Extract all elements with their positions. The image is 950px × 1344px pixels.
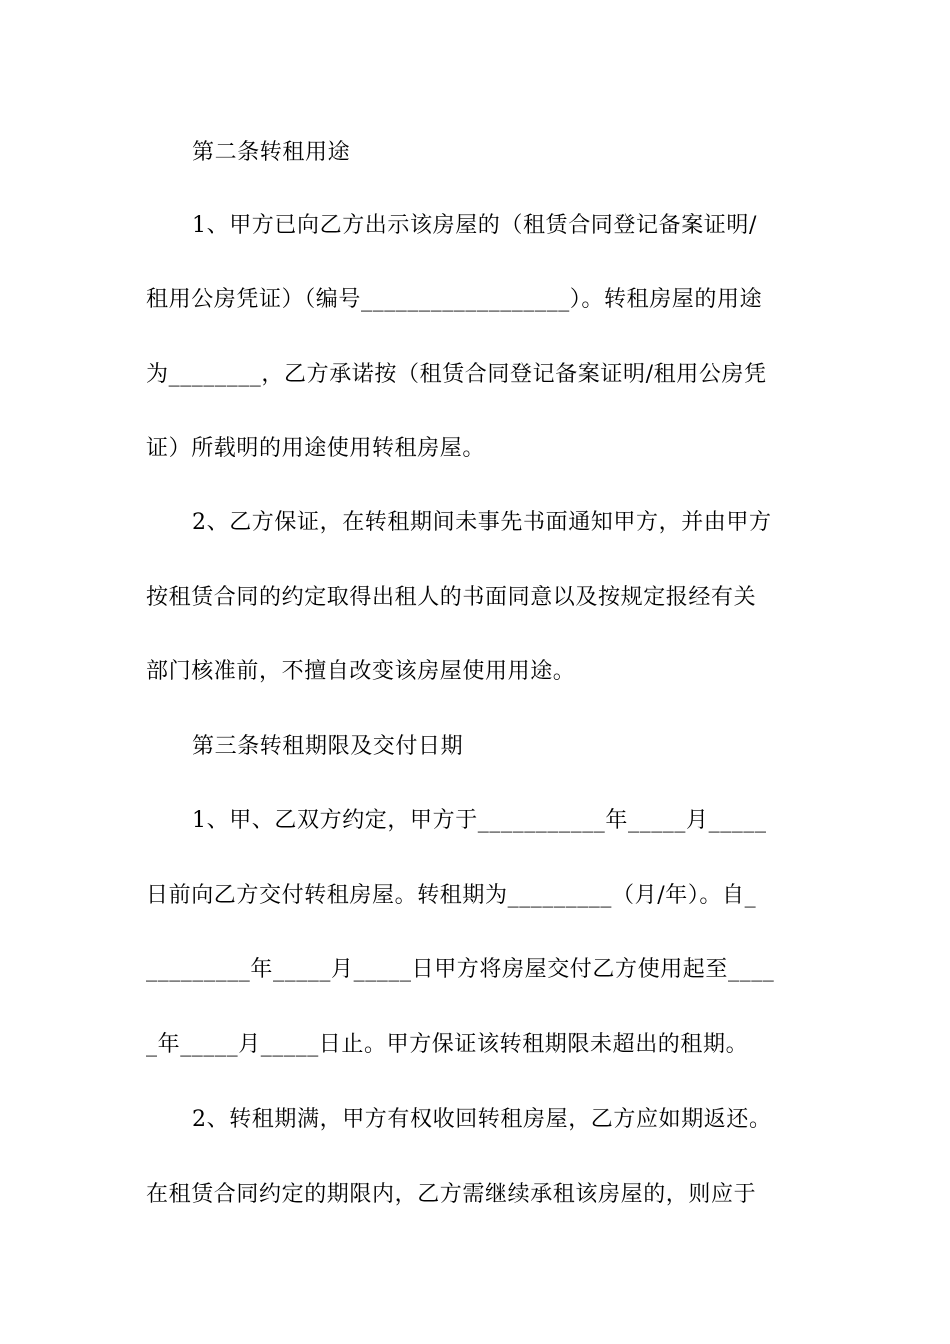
paragraph-line: _年_____月_____日止。甲方保证该转租期限未超出的租期。: [146, 1032, 749, 1057]
paragraph-line: 2、转租期满，甲方有权收回转租房屋，乙方应如期返还。: [192, 1107, 772, 1132]
paragraph-line: 按租赁合同的约定取得出租人的书面同意以及按规定报经有关: [146, 585, 757, 610]
paragraph-line: 租用公房凭证）（编号__________________）。转租房屋的用途: [146, 287, 763, 312]
paragraph-line: 部门核准前，不擅自改变该房屋使用用途。: [146, 659, 576, 684]
paragraph-line: _________年_____月_____日甲方将房屋交付乙方使用起至____: [146, 957, 775, 982]
section-heading-article-2: 第二条转租用途: [192, 140, 351, 165]
paragraph-line: 为________，乙方承诺按（租赁合同登记备案证明/租用公房凭: [146, 362, 767, 387]
paragraph-line: 在租赁合同约定的期限内，乙方需继续承租该房屋的，则应于: [146, 1182, 757, 1207]
paragraph-line: 1、甲方已向乙方出示该房屋的（租赁合同登记备案证明/: [192, 213, 758, 238]
paragraph-line: 日前向乙方交付转租房屋。转租期为_________（月/年）。自_: [146, 883, 757, 908]
paragraph-line: 1、甲、乙双方约定，甲方于___________年_____月_____: [192, 808, 767, 833]
paragraph-line: 证）所载明的用途使用转租房屋。: [146, 436, 486, 461]
paragraph-line: 2、乙方保证，在转租期间未事先书面通知甲方，并由甲方: [192, 510, 772, 535]
section-heading-article-3: 第三条转租期限及交付日期: [192, 734, 464, 759]
